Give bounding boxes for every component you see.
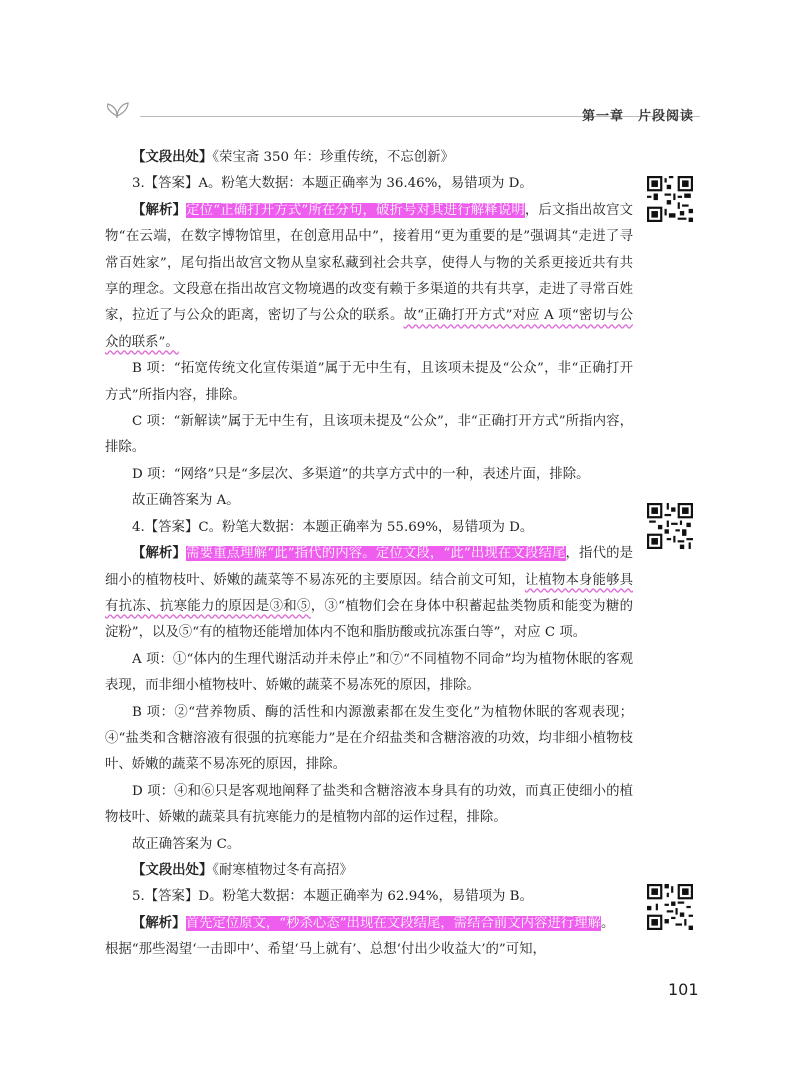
option-c-q3: C 项：“新解读”属于无中生有，且该项未提及“公众”，非“正确打开方式”所指内容，排除。 (105, 414, 633, 456)
highlight: 首先定位原文，“秒杀心态”出现在文段结尾，需结合前文内容进行理解 (185, 915, 601, 931)
answer-q4: 4.【答案】C。粉笔大数据：本题正确率为 55.69%，易错项为 D。 (132, 519, 534, 535)
qr-code-icon[interactable] (647, 884, 693, 930)
highlight: 定位“正确打开方式”所在分句，破折号对其进行解释说明 (186, 202, 525, 218)
option-d-q3: D 项：“网络”只是“多层次、多渠道”的共享方式中的一种，表述片面，排除。 (132, 466, 590, 482)
chapter-label: 第一章 (582, 109, 625, 124)
source-line-2: 【文段出处】《荣宝斋 350 年：珍重传统，不忘创新》 (132, 150, 454, 165)
page-number: 101 (668, 980, 699, 999)
source-q4: 【文段出处】《耐寒植物过冬有高招》 (132, 862, 353, 878)
wavy-underline: 让植物本身能够具有抗冻、抗寒能力的原因是③和⑤ (105, 572, 633, 614)
option-a-q4: A 项：①“体内的生理代谢活动并未停止”和⑦“不同植物不同命”均为植物休眠的客观表现，而非细小植物枝叶、娇嫩的蔬菜不易冻死的原因，排除。 (105, 651, 633, 694)
conclusion-q4: 故正确答案为 C。 (132, 836, 241, 852)
option-b-q4: B 项：②“营养物质、酶的活性和内源激素都在发生变化”为植物休眠的客观表现；④“盐类和含糖溶液有很强的抗寒能力”是在介绍盐类和含糖溶液的功效，均非细小植物枝叶、娇嫩的蔬菜不易冻死的原因，排除。 (105, 704, 633, 773)
qr-code-icon[interactable] (647, 176, 693, 222)
analysis-q3: 【解析】定位“正确打开方式”所在分句，破折号对其进行解释说明，后文指出故宫文物“在云端，在数字博物馆里，在创意用品中”，接着用“更为重要的是”强调其“走进了寻常百姓家”，尾句指出故宫文物从皇家私藏到社会共享，使得人与物的关系更接近共有共享的理念。文段意在指出故宫文物境遇的改变有赖于多渠道的共有共享，走进了寻常百姓家，拉近了与公众的距离，密切了与公众的联系。故“正确打开方式”对应 A 项“密切与公众的联系”。 (105, 202, 634, 350)
qr-code-icon[interactable] (647, 503, 693, 549)
answer-q5: 5.【答案】D。粉笔大数据：本题正确率为 62.94%，易错项为 B。 (132, 889, 533, 905)
answer-q3: 3.【答案】A。粉笔大数据：本题正确率为 36.46%，易错项为 D。 (132, 176, 533, 192)
analysis-q4: 【解析】需要重点理解“此”指代的内容。定位文段，“此”出现在文段结尾，指代的是细小的植物枝叶、娇嫩的蔬菜等不易冻死的主要原因。结合前文可知，让植物本身能够具有抗冻、抗寒能力的原因是③和⑤，③“植物们会在身体中积蓄起盐类物质和能变为糖的淀粉”，以及⑤“有的植物还能增加体内不饱和脂肪酸或抗冻蛋白等”，对应 C 项。 (105, 546, 634, 641)
conclusion-q3: 故正确答案为 A。 (132, 493, 240, 509)
running-header (582, 105, 694, 124)
analysis-q5-cont: 根据“那些渴望‘一击即中’、希望‘马上就有’、总想‘付出少收益大’的”可知， (105, 942, 546, 958)
option-b-q3: B 项：“拓宽传统文化宣传渠道”属于无中生有，且该项未提及“公众”，非“正确打开方式”所指内容，排除。 (105, 361, 633, 403)
wavy-underline: 故“正确打开方式”对应 A 项“密切与公众的联系”。 (105, 308, 633, 350)
highlight: 需要重点理解“此”指代的内容。定位文段，“此”出现在文段结尾 (186, 546, 566, 562)
analysis-q5: 【解析】首先定位原文，“秒杀心态”出现在文段结尾，需结合前文内容进行理解。 (132, 915, 615, 931)
answer-explanations (105, 145, 633, 964)
option-d-q4: D 项：④和⑥只是客观地阐释了盐类和含糖溶液本身具有的功效，而真正使细小的植物枝叶、娇嫩的蔬菜具有抗寒能力的是植物内部的运作过程，排除。 (105, 783, 633, 826)
section-label: 片段阅读 (638, 109, 695, 124)
leaf-ornament-icon (102, 98, 132, 118)
